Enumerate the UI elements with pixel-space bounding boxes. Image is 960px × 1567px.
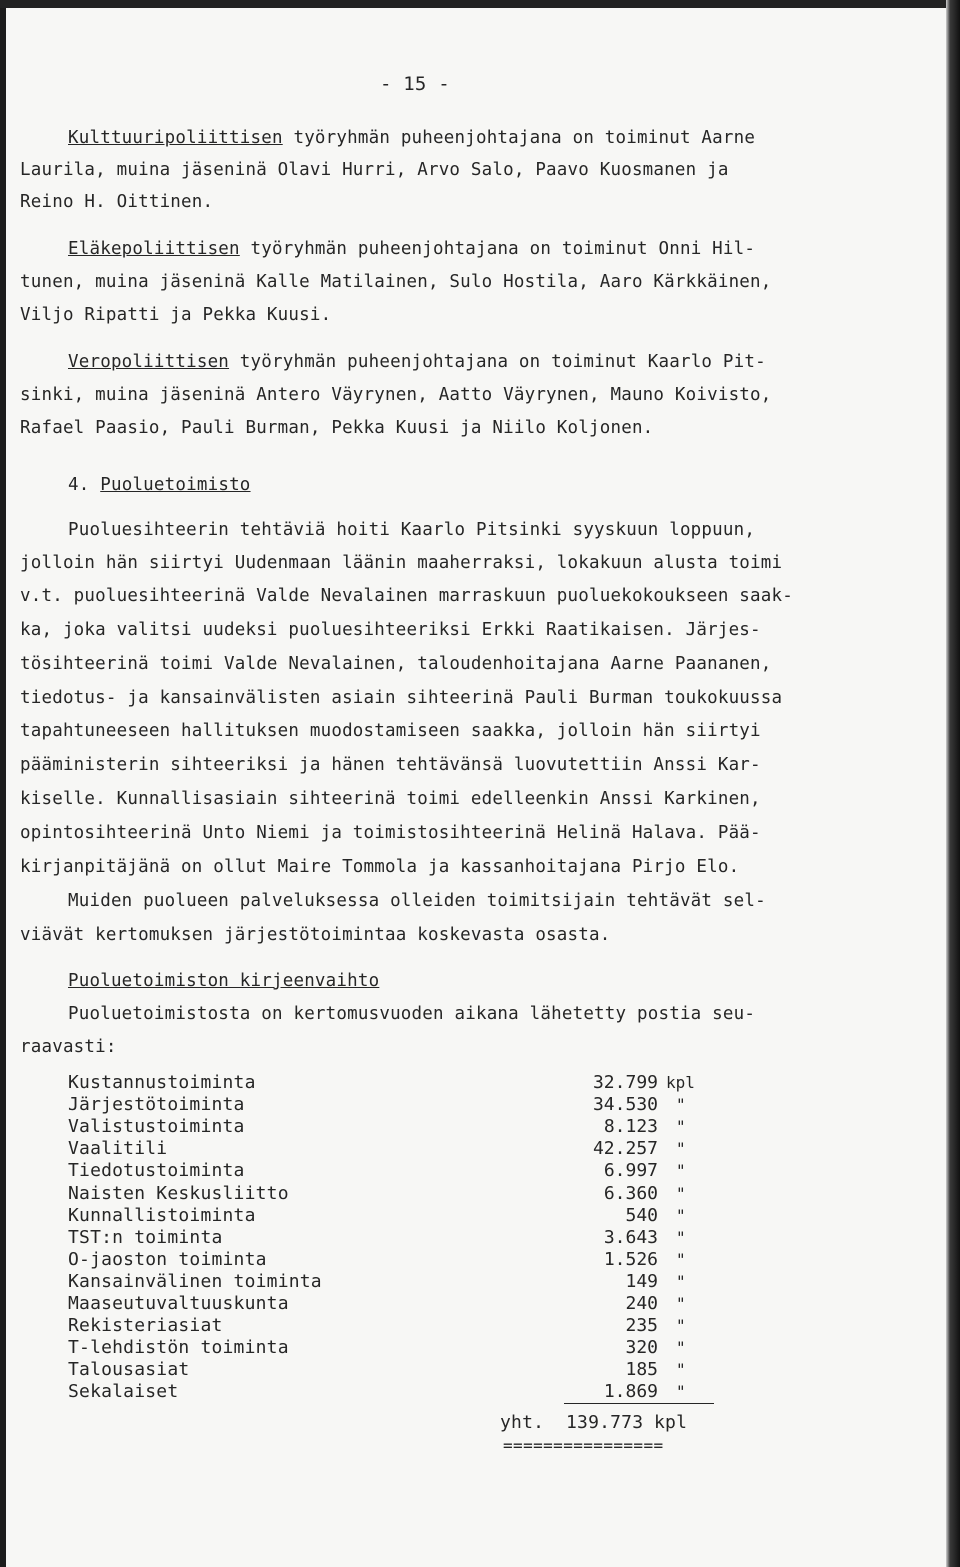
para5-line: Muiden puolueen palveluksessa olleiden toimitsijain tehtävät sel-	[68, 891, 766, 911]
table-row-value: 6.997	[603, 1160, 658, 1181]
table-row-unit: "	[676, 1360, 686, 1379]
page-number: - 15 -	[380, 73, 450, 95]
para4-line: opintosihteerinä Unto Niemi ja toimistosihteerinä Helinä Halava. Pää-	[20, 823, 761, 843]
para4-line: Puoluesihteerin tehtäviä hoiti Kaarlo Pitsinki syyskuun loppuun,	[68, 520, 756, 540]
scan-border-right	[946, 0, 960, 1567]
table-row-value: 34.530	[592, 1094, 658, 1115]
para1-line1	[68, 128, 755, 148]
table-row-label: Järjestötoiminta	[68, 1094, 245, 1115]
para1-rest: työryhmän puheenjohtajana on toiminut Aarne	[282, 128, 756, 148]
table-row-value: 235	[625, 1315, 658, 1336]
section-title: Puoluetoimisto	[100, 475, 251, 495]
total-double-rule: ================	[503, 1436, 664, 1455]
mail-heading: Puoluetoimiston kirjeenvaihto	[68, 971, 380, 991]
table-row-unit: "	[676, 1382, 686, 1401]
mail-intro-line: Puoluetoimistosta on kertomusvuoden aikana lähetetty postia seu-	[68, 1004, 756, 1024]
para2-line2: tunen, muina jäseninä Kalle Matilainen, Sulo Hostila, Aaro Kärkkäinen,	[20, 272, 772, 292]
table-row-label: Vaalitili	[68, 1138, 168, 1159]
table-row-label: Maaseutuvaltuuskunta	[68, 1293, 289, 1314]
para3-rest: työryhmän puheenjohtajana on toiminut Kaarlo Pit-	[229, 352, 766, 372]
table-row-value: 149	[625, 1271, 658, 1292]
total-label: yht.	[500, 1412, 545, 1433]
table-row-value: 1.869	[603, 1381, 658, 1402]
table-row-value: 3.643	[603, 1227, 658, 1248]
table-row-value: 8.123	[603, 1116, 658, 1137]
table-row-unit: "	[676, 1117, 686, 1136]
para1-line3: Reino H. Oittinen.	[20, 192, 214, 212]
table-row-label: Talousasiat	[68, 1359, 190, 1380]
para4-line: pääministerin sihteeriksi ja hänen tehtävänsä luovutettiin Anssi Kar-	[20, 755, 761, 775]
sum-rule	[564, 1403, 714, 1404]
para2-lead: Eläkepoliittisen	[68, 239, 240, 259]
para1-lead: Kulttuuripoliittisen	[68, 128, 283, 148]
table-row-unit: "	[676, 1206, 686, 1225]
para2-line1	[68, 239, 755, 259]
table-row-unit: "	[676, 1294, 686, 1313]
para3-lead: Veropoliittisen	[68, 352, 230, 372]
table-row-value: 540	[625, 1205, 658, 1226]
para2-rest: työryhmän puheenjohtajana on toiminut Onni Hil-	[239, 239, 756, 259]
mail-intro-line: raavasti:	[20, 1037, 117, 1057]
table-row-value: 32.799	[592, 1072, 658, 1093]
table-row-unit: "	[676, 1161, 686, 1180]
table-row-unit: "	[676, 1095, 686, 1114]
para4-line: jolloin hän siirtyi Uudenmaan läänin maaherraksi, lokakuun alusta toimi	[20, 553, 783, 573]
table-row-unit: "	[676, 1250, 686, 1269]
para2-line3: Viljo Ripatti ja Pekka Kuusi.	[20, 305, 332, 325]
table-row-label: Kansainvälinen toiminta	[68, 1271, 322, 1292]
table-row-unit: "	[676, 1184, 686, 1203]
table-row-value: 185	[625, 1359, 658, 1380]
para4-line: tiedotus- ja kansainvälisten asiain sihteerinä Pauli Burman toukokuussa	[20, 688, 783, 708]
table-row-value: 320	[625, 1337, 658, 1358]
para1-line2: Laurila, muina jäseninä Olavi Hurri, Arvo Salo, Paavo Kuosmanen ja	[20, 160, 729, 180]
table-row-label: TST:n toiminta	[68, 1227, 223, 1248]
table-row-label: Naisten Keskusliitto	[68, 1183, 289, 1204]
para3-line1	[68, 352, 766, 372]
section-heading	[68, 475, 251, 495]
scan-border-top	[0, 0, 960, 8]
para3-line3: Rafael Paasio, Pauli Burman, Pekka Kuusi ja Niilo Koljonen.	[20, 418, 654, 438]
table-row-unit: "	[676, 1228, 686, 1247]
table-row-unit: "	[676, 1139, 686, 1158]
section-number: 4.	[68, 475, 90, 495]
para4-line: kirjanpitäjänä on ollut Maire Tommola ja kassanhoitajana Pirjo Elo.	[20, 857, 740, 877]
table-row-value: 240	[625, 1293, 658, 1314]
table-row-value: 42.257	[592, 1138, 658, 1159]
table-row-unit: "	[676, 1272, 686, 1291]
table-row-label: Rekisteriasiat	[68, 1315, 223, 1336]
table-row-label: Sekalaiset	[68, 1381, 179, 1402]
table-row-value: 6.360	[603, 1183, 658, 1204]
para5-line: viävät kertomuksen järjestötoimintaa koskevasta osasta.	[20, 925, 611, 945]
table-row-unit: "	[676, 1316, 686, 1335]
table-row-value: 1.526	[603, 1249, 658, 1270]
table-row-unit: "	[676, 1338, 686, 1357]
table-row-label: Kustannustoiminta	[68, 1072, 256, 1093]
total-unit: kpl	[654, 1412, 688, 1433]
para4-line: v.t. puoluesihteerinä Valde Nevalainen marraskuun puoluekokoukseen saak-	[20, 586, 793, 606]
table-row-label: T-lehdistön toiminta	[68, 1337, 289, 1358]
total-value: 139.773	[566, 1412, 644, 1433]
para3-line2: sinki, muina jäseninä Antero Väyrynen, Aatto Väyrynen, Mauno Koivisto,	[20, 385, 772, 405]
para4-line: kiselle. Kunnallisasiain sihteerinä toimi edelleenkin Anssi Karkinen,	[20, 789, 761, 809]
table-row-unit: kpl	[666, 1073, 695, 1092]
para4-line: ka, joka valitsi uudeksi puoluesihteeriksi Erkki Raatikaisen. Järjes-	[20, 620, 761, 640]
table-row-label: Kunnallistoiminta	[68, 1205, 256, 1226]
para4-line: tapahtuneeseen hallituksen muodostamiseen saakka, jolloin hän siirtyi	[20, 721, 761, 741]
table-row-label: Tiedotustoiminta	[68, 1160, 245, 1181]
table-row-label: Valistustoiminta	[68, 1116, 245, 1137]
table-row-label: O-jaoston toiminta	[68, 1249, 267, 1270]
document-page	[6, 8, 946, 1567]
para4-line: tösihteerinä toimi Valde Nevalainen, taloudenhoitajana Aarne Paananen,	[20, 654, 772, 674]
